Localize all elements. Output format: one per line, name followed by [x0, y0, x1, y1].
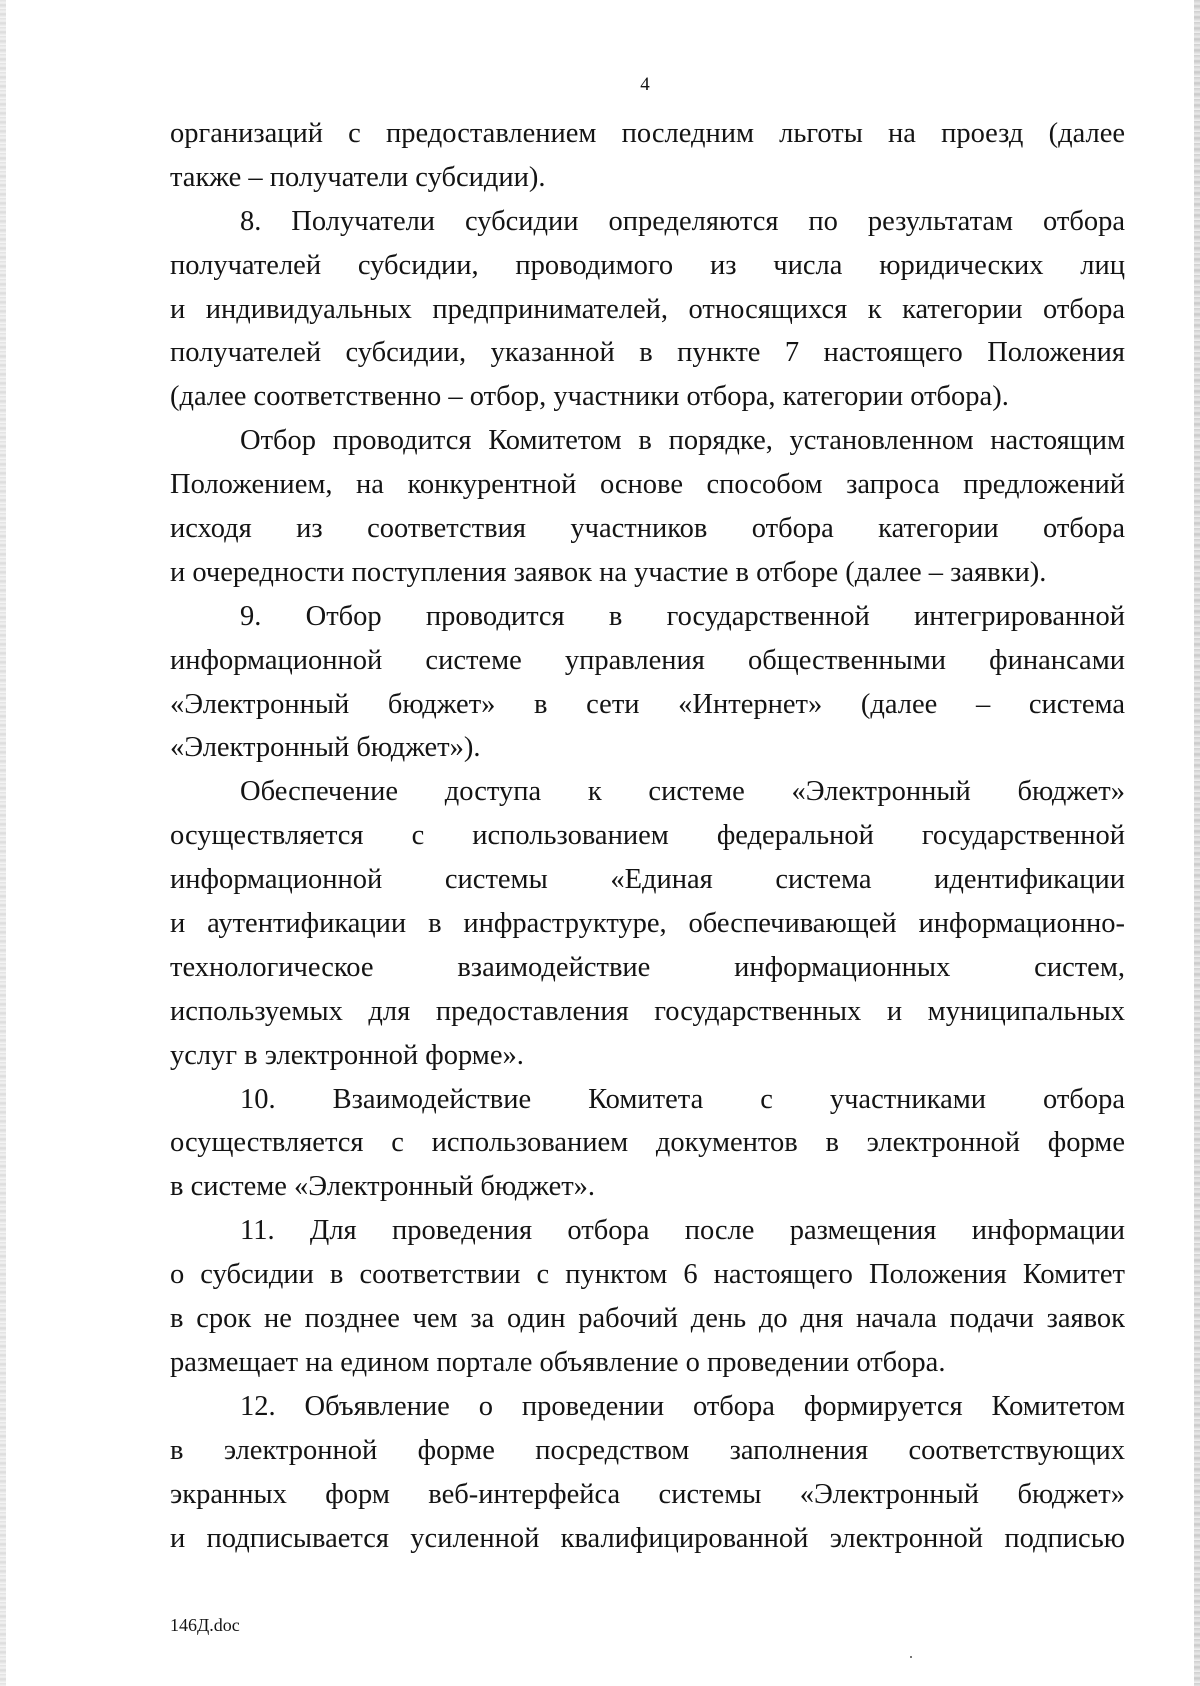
text-line: «Электронный бюджет» в сети «Интернет» (далее – система — [170, 688, 1125, 720]
text-line: и очередности поступления заявок на участие в отборе (далее – заявки). — [170, 556, 1047, 588]
text-line: 9. Отбор проводится в государственной интегрированной — [240, 600, 1125, 632]
document-filename: 146Д.doc — [170, 1615, 240, 1635]
text-line: также – получатели субсидии). — [170, 161, 546, 193]
text-line: «Электронный бюджет»). — [170, 732, 481, 764]
text-line: и индивидуальных предпринимателей, относящихся к категории отбора — [170, 293, 1125, 325]
text-line: получателей субсидии, проводимого из числа юридических лиц — [170, 249, 1125, 281]
text-line: в срок не позднее чем за один рабочий день до дня начала подачи заявок — [170, 1303, 1125, 1335]
text-line: информационной системы «Единая система идентификации — [170, 864, 1125, 896]
page-number: 4 — [640, 74, 650, 95]
text-line: исходя из соответствия участников отбора категории отбора — [170, 513, 1125, 545]
text-line: технологическое взаимодействие информационных систем, — [170, 951, 1125, 983]
text-line: осуществляется с использованием документов в электронной форме — [170, 1127, 1125, 1159]
text-line: о субсидии в соответствии с пунктом 6 настоящего Положения Комитет — [170, 1259, 1125, 1291]
text-line: экранных форм веб-интерфейса системы «Электронный бюджет» — [170, 1478, 1125, 1510]
text-line: организаций с предоставлением последним льготы на проезд (далее — [170, 118, 1125, 149]
text-line: 8. Получатели субсидии определяются по результатам отбора — [240, 205, 1125, 237]
text-line: услуг в электронной форме». — [170, 1039, 524, 1071]
scan-edge-left — [0, 0, 6, 1686]
scan-artifact — [910, 1656, 912, 1658]
text-line: в электронной форме посредством заполнения соответствующих — [170, 1434, 1125, 1466]
text-line: используемых для предоставления государственных и муниципальных — [170, 995, 1125, 1027]
text-line: получателей субсидии, указанной в пункте 7 настоящего Положения — [170, 337, 1125, 369]
text-line: в системе «Электронный бюджет». — [170, 1171, 596, 1203]
text-line: размещает на едином портале объявление о проведении отбора. — [170, 1346, 946, 1378]
text-line: и аутентификации в инфраструктуре, обеспечивающей информационно- — [170, 908, 1125, 940]
text-line: Обеспечение доступа к системе «Электронный бюджет» — [240, 776, 1125, 808]
text-line: Отбор проводится Комитетом в порядке, установленном настоящим — [240, 425, 1125, 457]
text-line: и подписывается усиленной квалифицированной электронной подписью — [170, 1522, 1125, 1554]
text-line: Положением, на конкурентной основе способом запроса предложений — [170, 469, 1125, 501]
text-line: (далее соответственно – отбор, участники отбора, категории отбора). — [170, 381, 1009, 413]
text-line: 11. Для проведения отбора после размещения информации — [240, 1215, 1125, 1247]
text-line: 10. Взаимодействие Комитета с участниками отбора — [240, 1083, 1125, 1115]
document-body — [170, 112, 1125, 1560]
text-line: осуществляется с использованием федеральной государственной — [170, 820, 1125, 852]
scan-edge-right — [1194, 0, 1200, 1686]
text-line: 12. Объявление о проведении отбора формируется Комитетом — [240, 1390, 1125, 1422]
text-line: информационной системе управления общественными финансами — [170, 644, 1125, 676]
